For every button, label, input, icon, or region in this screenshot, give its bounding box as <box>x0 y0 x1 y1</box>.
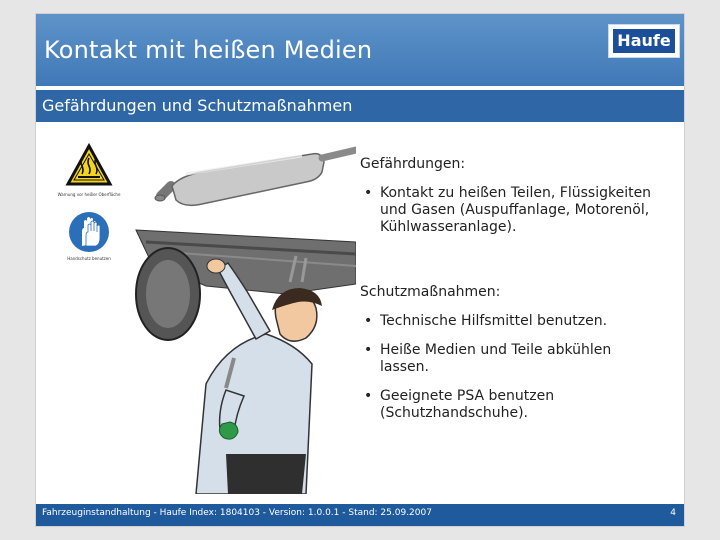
hot-surface-warning-icon <box>68 146 110 184</box>
mandatory-caption: Handschutz benutzen <box>67 256 111 261</box>
measure-text: Geeignete PSA benutzen (Schutzhandschuhe). <box>380 388 555 421</box>
slide-title: Kontakt mit heißen Medien <box>44 36 373 64</box>
bullet-marker: • <box>364 313 373 329</box>
mechanic-figure <box>196 259 322 494</box>
title-bar <box>36 14 684 86</box>
subtitle-bar <box>36 90 684 122</box>
measure-text: Technische Hilfsmittel benutzen. <box>380 313 608 329</box>
measure-item <box>360 342 660 376</box>
measure-text: Heiße Medien und Teile abkühlen lassen. <box>380 342 612 375</box>
slide-subtitle: Gefährdungen und Schutzmaßnahmen <box>42 96 353 115</box>
hazards-heading: Gefährdungen: <box>360 156 466 172</box>
illustration <box>56 134 356 494</box>
footer-text: Fahrzeuginstandhaltung - Haufe Index: 1804103 - Version: 1.0.0.1 - Stand: 25.09.2007 <box>42 508 432 518</box>
logo-dots: ••• <box>658 47 676 56</box>
slide <box>36 14 684 526</box>
measure-item <box>360 388 660 422</box>
page-number: 4 <box>670 508 676 518</box>
bullet-marker: • <box>364 388 373 404</box>
content-text <box>360 156 660 434</box>
measure-item <box>360 313 660 330</box>
haufe-logo <box>608 24 680 58</box>
logo-text: Haufe <box>613 29 675 53</box>
muffler-icon <box>155 150 356 205</box>
footer-bar <box>36 504 684 526</box>
car-underbody <box>136 230 356 340</box>
bullet-marker: • <box>364 185 373 201</box>
hazard-item <box>360 185 660 236</box>
hazard-text: Kontakt zu heißen Teilen, Flüssigkeiten und Gasen (Auspuffanlage, Motorenöl, Kühlwasseranlage). <box>380 185 652 235</box>
warning-caption: Warnung vor heißer Oberfläche <box>57 192 121 197</box>
gloves-mandatory-icon <box>69 212 109 252</box>
bullet-marker: • <box>364 342 373 358</box>
measures-heading: Schutzmaßnahmen: <box>360 284 501 300</box>
